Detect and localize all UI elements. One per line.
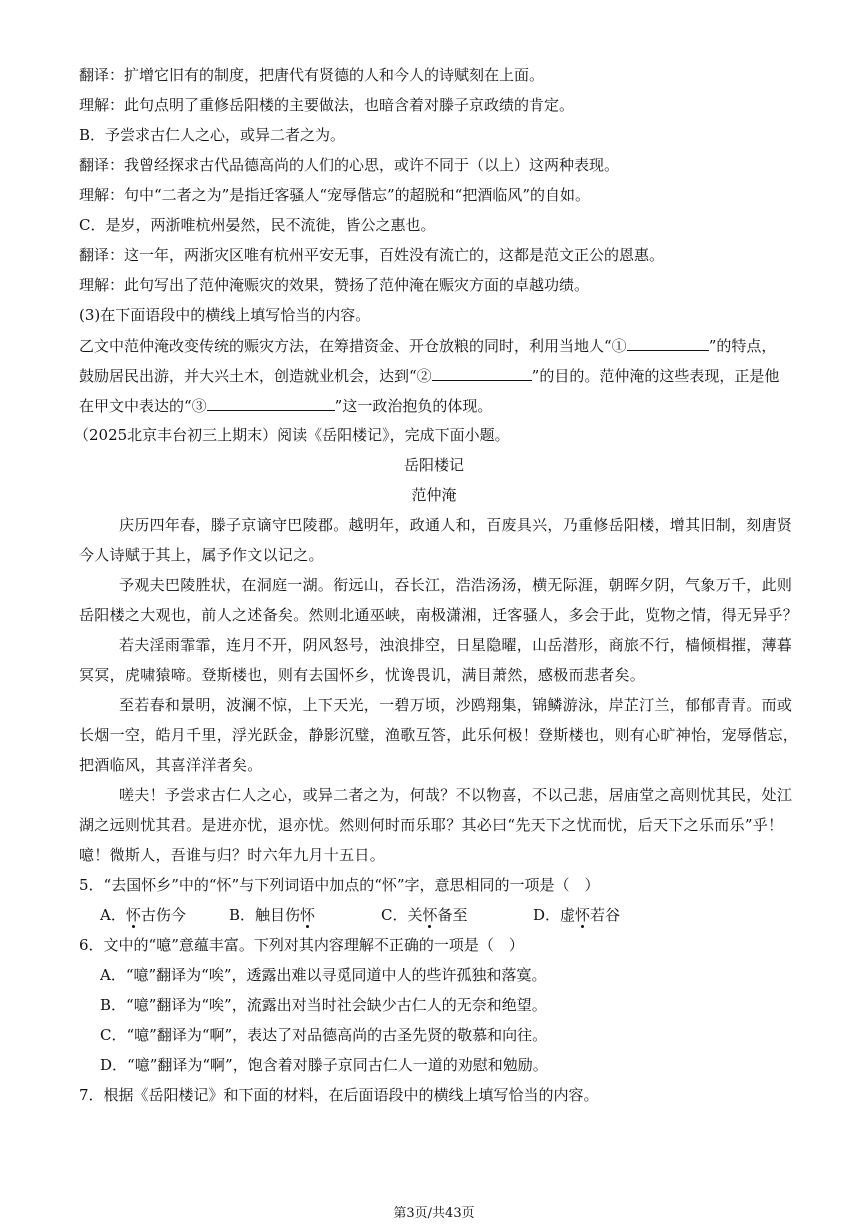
- poem-paragraph-5-cont: 噫！微斯人，吾谁与归？时六年九月十五日。: [79, 846, 386, 864]
- translation-line: 翻译：我曾经探求古代品德高尚的人们的心思，或许不同于（以上）这两种表现。: [79, 156, 620, 174]
- poem-paragraph-5: 嗟夫！予尝求古仁人之心，或异二者之为，何哉？不以物喜，不以己悲，居庙堂之高则忧其民，处江: [119, 786, 793, 804]
- blank-3[interactable]: [207, 394, 335, 411]
- fill-blank-line-1: [79, 334, 799, 357]
- blank-1[interactable]: [627, 334, 709, 351]
- q6-option-c[interactable]: C．“噫”翻译为“啊”，表达了对品德高尚的古圣先贤的敬慕和向往。: [100, 1026, 548, 1044]
- fill-text: 鼓励居民出游，并大兴土木，创造就业机会，达到“②: [79, 367, 432, 385]
- poem-paragraph-4-cont: 把酒临风，其喜洋洋者矣。: [79, 756, 263, 774]
- poem-paragraph-2-cont: 岳阳楼之大观也，前人之述备矣。然则北通巫峡，南极潇湘，迁客骚人，多会于此，览物之情，得无异乎？: [79, 606, 799, 624]
- poem-paragraph-4-cont: 长烟一空，皓月千里，浮光跃金，静影沉璧，渔歌互答，此乐何极！登斯楼也，则有心旷神怡，宠辱偕忘，: [79, 726, 799, 744]
- option-b-sentence: B．予尝求古仁人之心，或异二者之为。: [79, 126, 346, 144]
- question-7-stem: 7．根据《岳阳楼记》和下面的材料，在后面语段中的横线上填写恰当的内容。: [79, 1086, 599, 1104]
- blank-2[interactable]: [432, 364, 532, 381]
- dotted-char: 怀: [125, 906, 141, 924]
- page-number: 第3页/共43页: [393, 1206, 475, 1221]
- option-text: C．关: [381, 906, 423, 924]
- fill-blank-line-3: [79, 394, 799, 417]
- fill-text: ”的特点，: [708, 337, 777, 355]
- question-3-stem: (3)在下面语段中的横线上填写恰当的内容。: [79, 306, 371, 324]
- option-text: B．触目伤: [229, 906, 301, 924]
- fill-blank-line-2: [79, 364, 799, 387]
- dotted-char: 怀: [575, 906, 591, 924]
- question-5-stem: 5．“去国怀乡”中的“怀”与下列词语中加点的“怀”字，意思相同的一项是（ ）: [79, 876, 600, 894]
- understanding-line: 理解：句中“二者之为”是指迁客骚人“宠辱偕忘”的超脱和“把酒临风”的自如。: [79, 186, 591, 204]
- q5-option-c[interactable]: [381, 904, 468, 926]
- poem-paragraph-1: 庆历四年春，滕子京谪守巴陵郡。越明年，政通人和，百废具兴，乃重修岳阳楼，增其旧制，刻唐贤: [119, 516, 793, 534]
- dotted-char: 怀: [300, 906, 316, 924]
- poem-paragraph-2: 予观夫巴陵胜状，在洞庭一湖。衔远山，吞长江，浩浩汤汤，横无际涯，朝晖夕阴，气象万千，此则: [119, 576, 793, 594]
- q6-option-d[interactable]: D．“噫”翻译为“啊”，饱含着对滕子京同古仁人一道的劝慰和勉励。: [100, 1056, 548, 1074]
- q6-option-a[interactable]: A．“噫”翻译为“唉”，透露出难以寻觅同道中人的些许孤独和落寞。: [100, 966, 547, 984]
- section-intro: （2025北京丰台初三上期末）阅读《岳阳楼记》，完成下面小题。: [74, 426, 510, 444]
- q5-option-d[interactable]: [533, 904, 620, 926]
- poem-paragraph-1-cont: 今人诗赋于其上，属予作文以记之。: [79, 546, 324, 564]
- poem-paragraph-3: 若夫淫雨霏霏，连月不开，阴风怒号，浊浪排空，日星隐曜，山岳潜形，商旅不行，樯倾楫摧，薄暮: [119, 636, 793, 654]
- question-6-stem: 6．文中的“噫”意蕴丰富。下列对其内容理解不正确的一项是（ ）: [79, 936, 524, 954]
- fill-text: 乙文中范仲淹改变传统的赈灾方法，在筹措资金、开仓放粮的同时，利用当地人“①: [79, 337, 627, 355]
- poem-title: 岳阳楼记: [403, 456, 464, 474]
- fill-text: 在甲文中表达的“③: [79, 397, 207, 415]
- option-c-sentence: C．是岁，两浙唯杭州晏然，民不流徙，皆公之惠也。: [79, 216, 436, 234]
- poem-paragraph-5-cont: 湖之远则忧其君。是进亦忧，退亦忧。然则何时而乐耶？其必曰“先天下之忧而忧，后天下之乐而乐”乎！: [79, 816, 784, 834]
- q5-option-b[interactable]: [229, 904, 315, 926]
- option-text: 备至: [437, 906, 468, 924]
- q5-option-a[interactable]: [100, 904, 186, 926]
- option-text: D．虚: [533, 906, 576, 924]
- poem-paragraph-3-cont: 冥冥，虎啸猿啼。登斯楼也，则有去国怀乡，忧谗畏讥，满目萧然，感极而悲者矣。: [79, 666, 646, 684]
- fill-text: ”的目的。范仲淹的这些表现，正是他: [531, 367, 780, 385]
- understanding-line: 理解：此句写出了范仲淹赈灾的效果，赞扬了范仲淹在赈灾方面的卓越功绩。: [79, 276, 590, 294]
- option-text: 若谷: [590, 906, 621, 924]
- option-text: A．: [100, 906, 126, 924]
- option-text: 古伤今: [140, 906, 186, 924]
- fill-text: ”这一政治抱负的体现。: [334, 397, 493, 415]
- understanding-line: 理解：此句点明了重修岳阳楼的主要做法，也暗含着对滕子京政绩的肯定。: [79, 96, 575, 114]
- translation-line: 翻译：这一年，两浙灾区唯有杭州平安无事，百姓没有流亡的，这都是范文正公的恩惠。: [79, 246, 665, 264]
- poem-author: 范仲淹: [411, 486, 457, 504]
- q6-option-b[interactable]: B．“噫”翻译为“唉”，流露出对当时社会缺少古仁人的无奈和绝望。: [100, 996, 547, 1014]
- dotted-char: 怀: [422, 906, 438, 924]
- translation-line: 翻译：扩增它旧有的制度，把唐代有贤德的人和今人的诗赋刻在上面。: [79, 66, 545, 84]
- poem-paragraph-4: 至若春和景明，波澜不惊，上下天光，一碧万顷，沙鸥翔集，锦鳞游泳，岸芷汀兰，郁郁青青。而或: [119, 696, 793, 714]
